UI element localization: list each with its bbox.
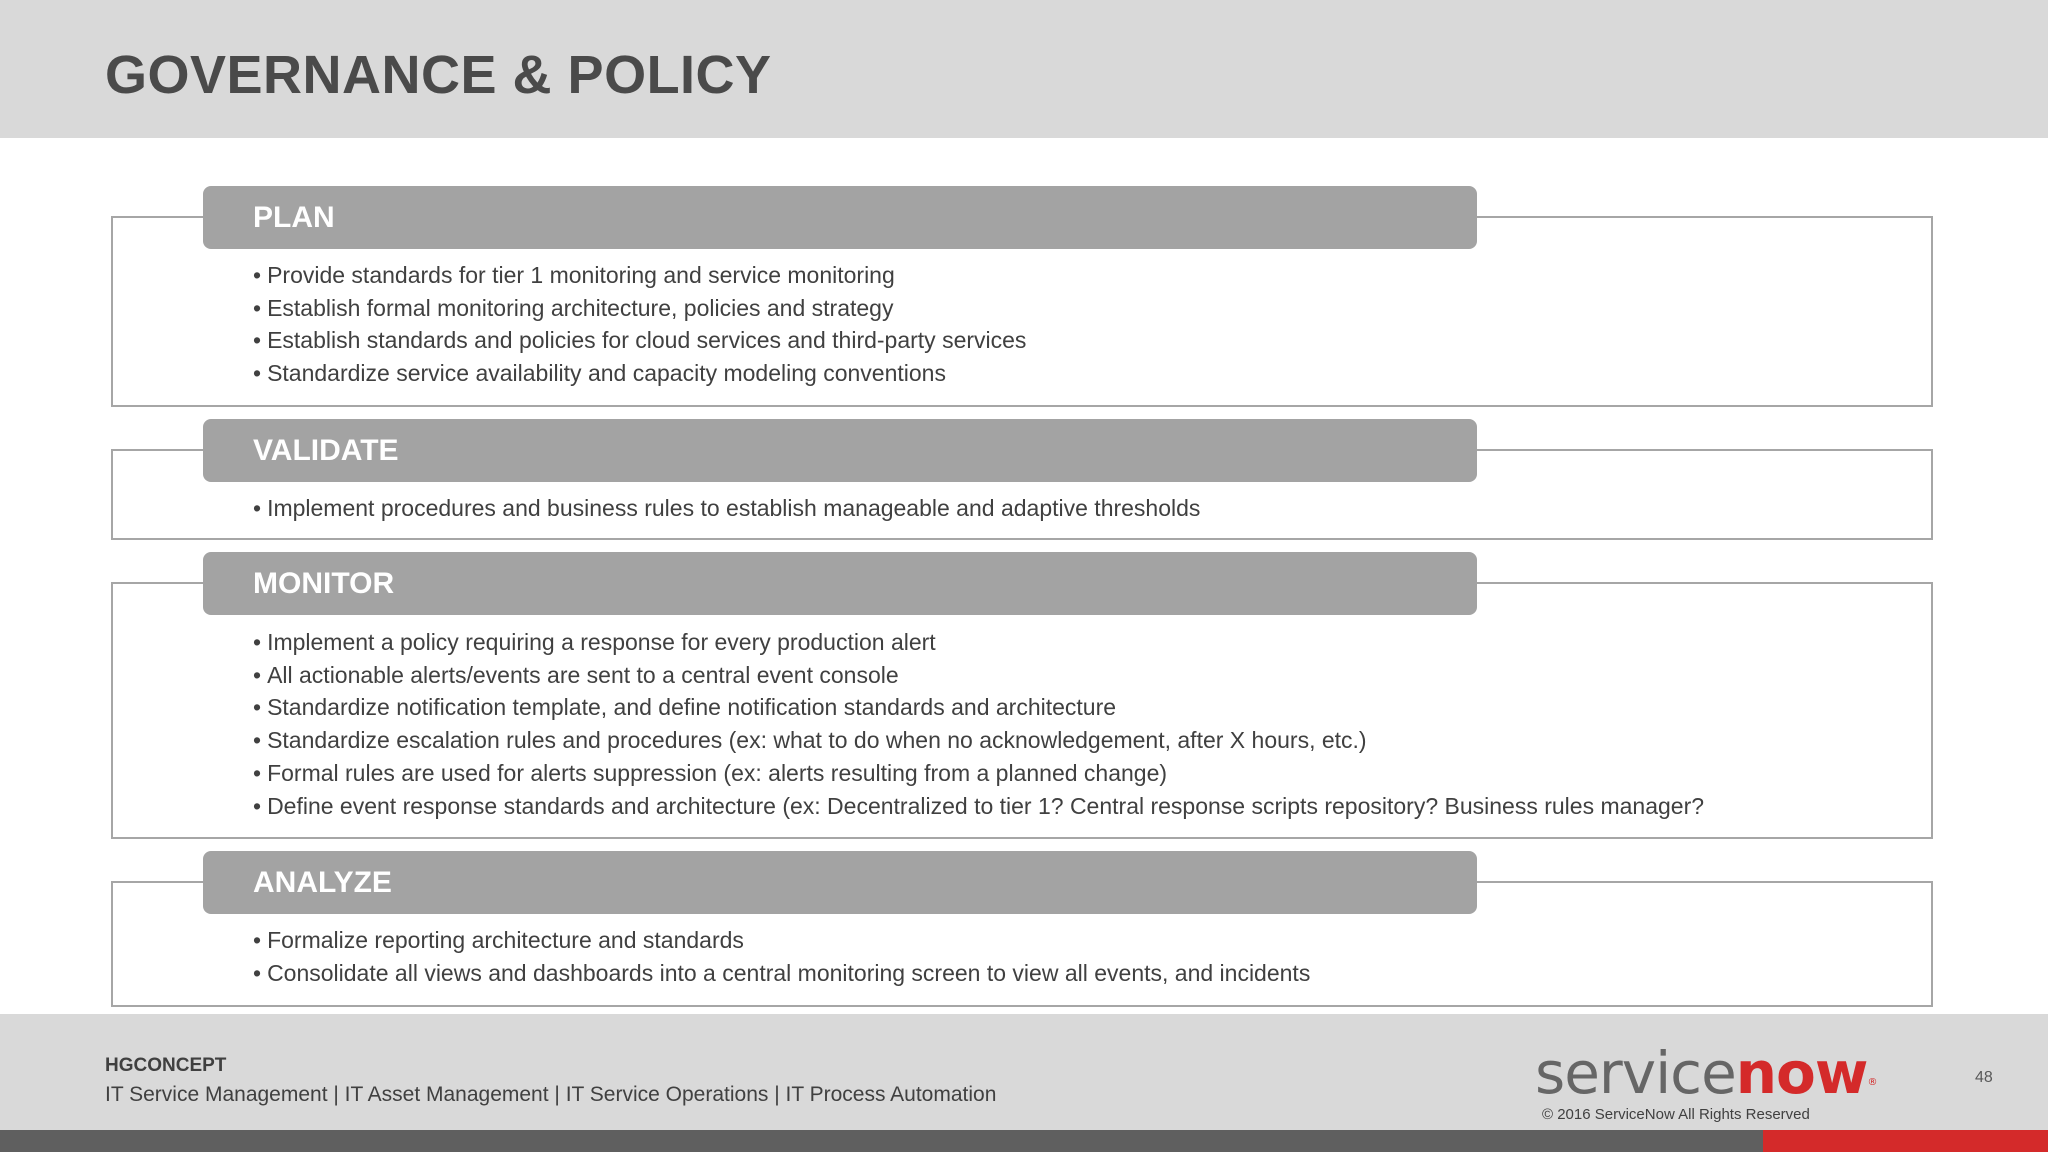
list-item: • Standardize notification template, and define notification standards and architecture xyxy=(253,691,1704,724)
plan-bullet-list xyxy=(253,259,1026,390)
copyright-text: © 2016 ServiceNow All Rights Reserved xyxy=(1542,1106,1810,1123)
list-item: • Establish formal monitoring architecture, policies and strategy xyxy=(253,292,1026,325)
list-item: • Formal rules are used for alerts suppression (ex: alerts resulting from a planned change) xyxy=(253,757,1704,790)
validate-section-header xyxy=(203,419,1477,482)
section-title-validate: VALIDATE xyxy=(253,434,399,467)
plan-section-header xyxy=(203,186,1477,249)
bottom-stripe xyxy=(0,1130,1763,1152)
section-title-analyze: ANALYZE xyxy=(253,866,392,899)
footer-company: HGCONCEPT xyxy=(105,1055,227,1076)
footer-services: IT Service Management | IT Asset Management | IT Service Operations | IT Process Automation xyxy=(105,1083,997,1106)
list-item: • Implement procedures and business rules to establish manageable and adaptive thresholds xyxy=(253,492,1200,525)
servicenow-logo xyxy=(1535,1039,1877,1107)
list-item: • Consolidate all views and dashboards into a central monitoring screen to view all events, and incidents xyxy=(253,957,1310,990)
registered-mark: ® xyxy=(1867,1077,1877,1088)
logo-text-service: service xyxy=(1535,1039,1736,1107)
logo-text-now: now xyxy=(1735,1039,1868,1107)
validate-bullet-list xyxy=(253,492,1200,525)
list-item: • Implement a policy requiring a response for every production alert xyxy=(253,626,1704,659)
page-title: GOVERNANCE & POLICY xyxy=(105,45,772,105)
list-item: • Define event response standards and architecture (ex: Decentralized to tier 1? Central response scripts repository? Business rules manager? xyxy=(253,790,1704,823)
header-band xyxy=(0,0,2048,138)
list-item: • Standardize escalation rules and procedures (ex: what to do when no acknowledgement, after X hours, etc.) xyxy=(253,724,1704,757)
list-item: • Provide standards for tier 1 monitoring and service monitoring xyxy=(253,259,1026,292)
section-title-monitor: MONITOR xyxy=(253,567,395,600)
list-item: • Formalize reporting architecture and standards xyxy=(253,924,1310,957)
section-title-plan: PLAN xyxy=(253,201,335,234)
monitor-bullet-list xyxy=(253,626,1704,822)
analyze-bullet-list xyxy=(253,924,1310,989)
list-item: • Establish standards and policies for cloud services and third-party services xyxy=(253,324,1026,357)
list-item: • All actionable alerts/events are sent to a central event console xyxy=(253,659,1704,692)
bottom-accent-stripe xyxy=(1763,1130,2048,1152)
list-item: • Standardize service availability and capacity modeling conventions xyxy=(253,357,1026,390)
page-number: 48 xyxy=(1975,1069,1993,1086)
monitor-section-header xyxy=(203,552,1477,615)
analyze-section-header xyxy=(203,851,1477,914)
